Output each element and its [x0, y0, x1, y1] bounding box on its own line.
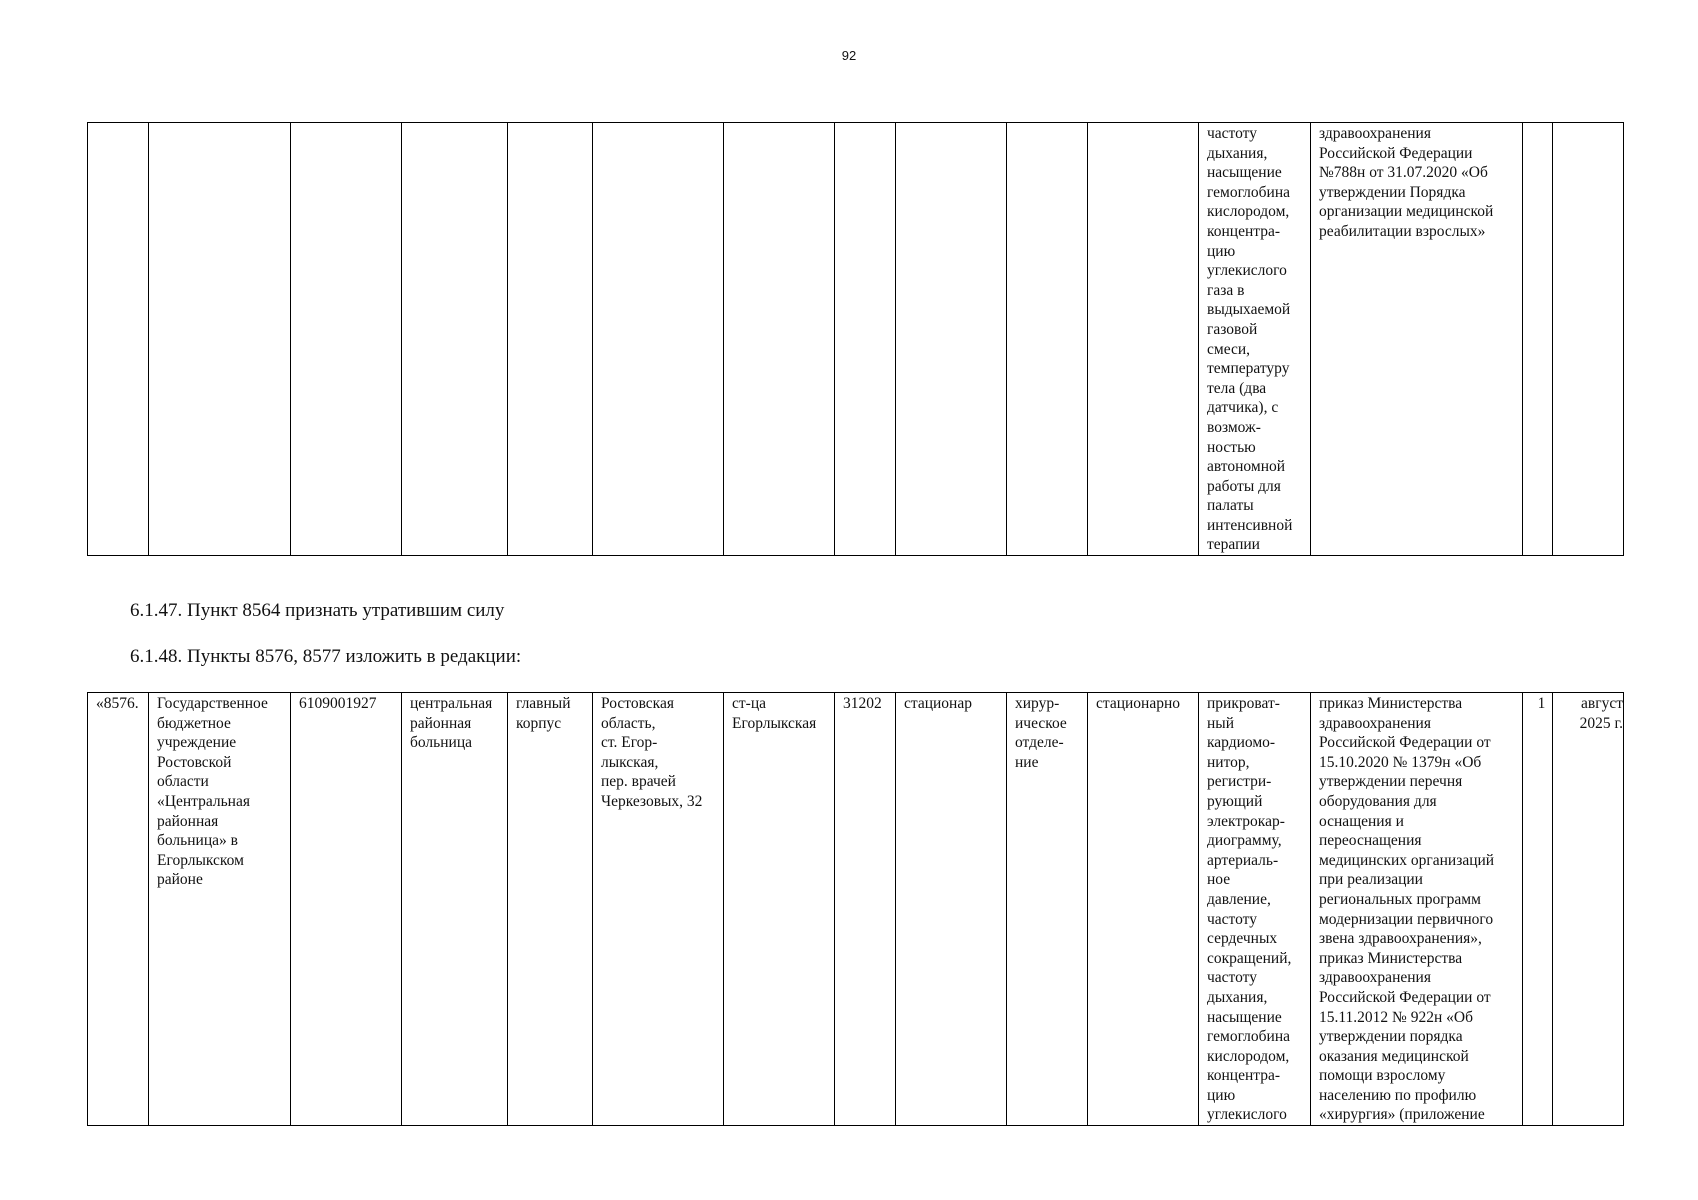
table-row	[88, 123, 1624, 556]
cell-inn: 6109001927	[291, 693, 402, 1126]
cell-department	[1007, 123, 1088, 556]
cell-code	[835, 123, 896, 556]
table-row	[88, 693, 1624, 1126]
cell-address: Ростовская область, ст. Егор- лыкская, пер. врачей Черкезовых, 32	[593, 693, 724, 1126]
cell-num: «8576.	[88, 693, 149, 1126]
paragraph-item-6-1-48: 6.1.48. Пункты 8576, 8577 изложить в редакции:	[130, 646, 522, 667]
cell-num	[88, 123, 149, 556]
cell-quantity: 1	[1523, 693, 1553, 1126]
paragraph-item-6-1-47: 6.1.47. Пункт 8564 признать утратившим силу	[130, 600, 505, 621]
cell-equipment: прикроват- ный кардиомо- нитор, регистри- рующий электрокар- диограмму, артериаль- ное давление, частоту сердечных сокращений, частоту дыхания, насыщение гемоглобина кислородом, концентра- цию углекислого	[1199, 693, 1311, 1126]
cell-locality	[724, 123, 835, 556]
cell-building	[508, 123, 593, 556]
cell-date: август 2025 г.	[1553, 693, 1624, 1126]
cell-building: главный корпус	[508, 693, 593, 1126]
table-item-8576	[87, 692, 1624, 1126]
cell-care-type	[896, 123, 1007, 556]
cell-care-condition: стационарно	[1088, 693, 1199, 1126]
cell-quantity	[1523, 123, 1553, 556]
cell-date	[1553, 123, 1624, 556]
cell-department: хирур- ическое отделе- ние	[1007, 693, 1088, 1126]
cell-organization: Государственное бюджетное учреждение Ростовской области «Центральная районная больница» в Егорлыкском районе	[149, 693, 291, 1126]
cell-org-type	[402, 123, 508, 556]
cell-locality: ст-ца Егорлыкская	[724, 693, 835, 1126]
cell-org-type: центральная районная больница	[402, 693, 508, 1126]
cell-care-type: стационар	[896, 693, 1007, 1126]
table-continuation	[87, 122, 1624, 556]
cell-code: 31202	[835, 693, 896, 1126]
cell-care-condition	[1088, 123, 1199, 556]
cell-organization	[149, 123, 291, 556]
cell-address	[593, 123, 724, 556]
cell-equipment: частоту дыхания, насыщение гемоглобина кислородом, концентра- цию углекислого газа в выдыхаемой газовой смеси, температуру тела (два датчика), с возмож- ностью автономной работы для палаты интенсивной терапии	[1199, 123, 1311, 556]
cell-basis: здравоохранения Российской Федерации №788н от 31.07.2020 «Об утверждении Порядка организации медицинской реабилитации взрослых»	[1311, 123, 1523, 556]
cell-basis: приказ Министерства здравоохранения Российской Федерации от 15.10.2020 № 1379н «Об утверждении перечня оборудования для оснащения и переоснащения медицинских организаций при реализации региональных программ модернизации первичного звена здравоохранения», приказ Министерства здравоохранения Российской Федерации от 15.11.2012 № 922н «Об утверждении порядка оказания медицинской помощи взрослому населению по профилю «хирургия» (приложение	[1311, 693, 1523, 1126]
page-number: 92	[841, 48, 857, 63]
cell-inn	[291, 123, 402, 556]
